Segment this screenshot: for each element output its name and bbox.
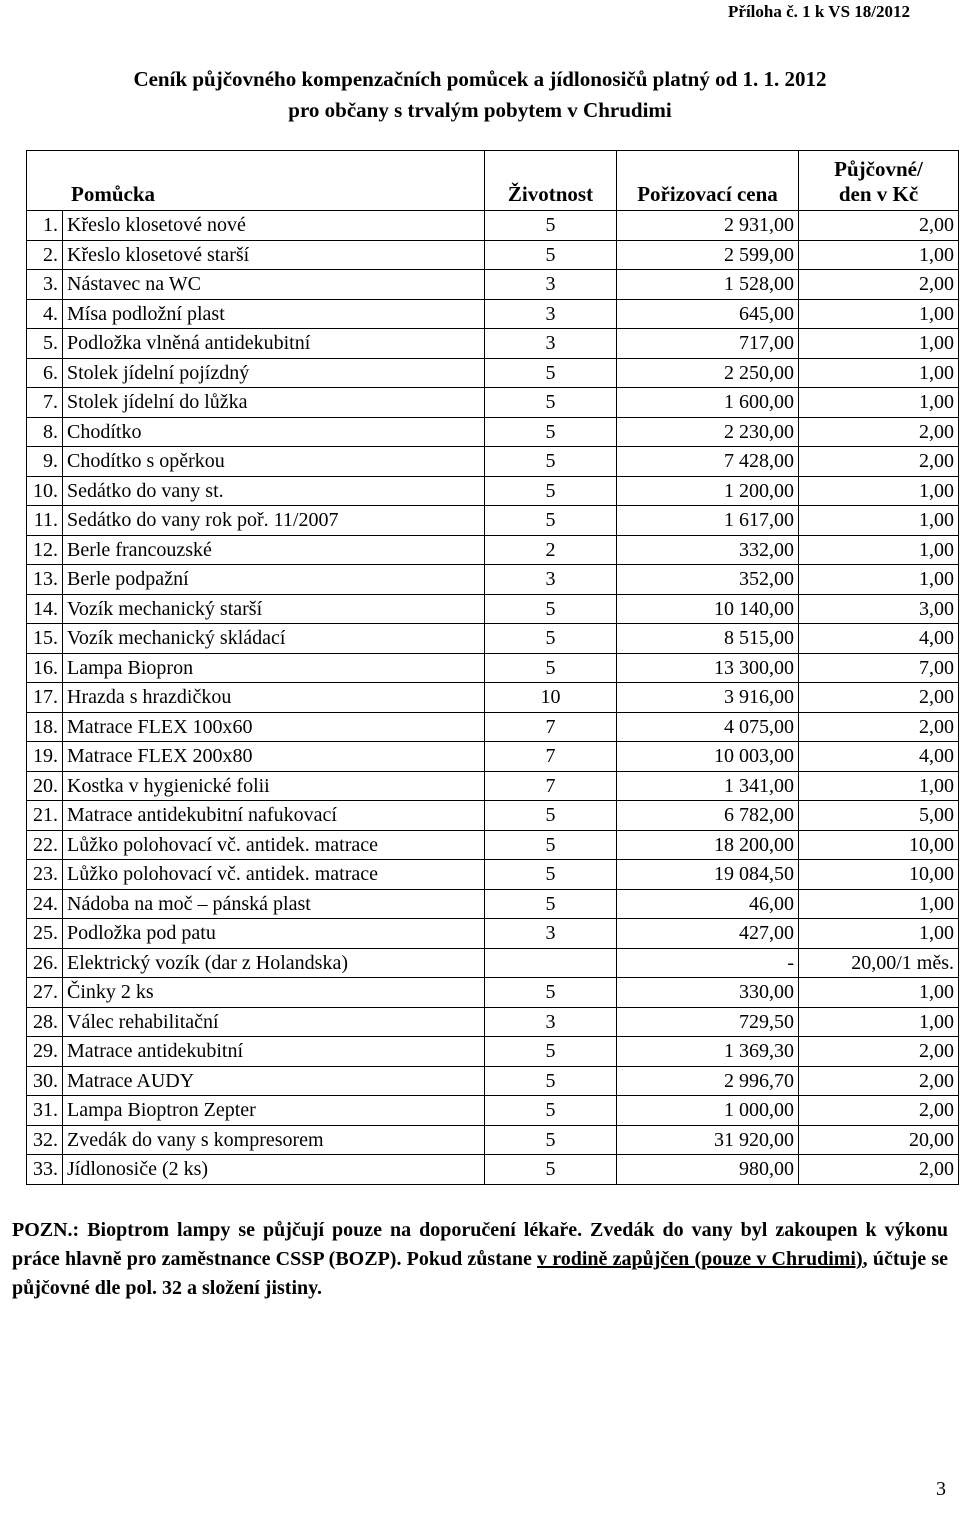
row-fee: 2,00 [799,683,959,713]
table-row [27,860,959,890]
row-fee: 1,00 [799,506,959,536]
row-item-name: Kostka v hygienické folii [63,771,485,801]
row-number: 17. [27,683,63,713]
row-item-name: Elektrický vozík (dar z Holandska) [63,948,485,978]
row-fee: 1,00 [799,978,959,1008]
row-cost: 13 300,00 [617,653,799,683]
table-row [27,1125,959,1155]
row-lifetime: 7 [485,712,617,742]
row-number: 3. [27,270,63,300]
row-cost: 1 200,00 [617,476,799,506]
row-item-name: Sedátko do vany rok poř. 11/2007 [63,506,485,536]
row-lifetime: 5 [485,1125,617,1155]
row-fee: 2,00 [799,447,959,477]
row-cost: 1 369,30 [617,1037,799,1067]
row-fee: 2,00 [799,270,959,300]
row-item-name: Nádoba na moč – pánská plast [63,889,485,919]
table-row [27,270,959,300]
table-row [27,624,959,654]
row-lifetime: 5 [485,860,617,890]
table-row [27,447,959,477]
row-lifetime: 5 [485,1096,617,1126]
row-cost: 19 084,50 [617,860,799,890]
table-row [27,476,959,506]
row-cost: 729,50 [617,1007,799,1037]
row-lifetime: 10 [485,683,617,713]
row-number: 4. [27,299,63,329]
footnote [12,1216,948,1303]
row-fee: 1,00 [799,388,959,418]
table-row [27,978,959,1008]
page-number: 3 [936,1478,946,1500]
row-item-name: Stolek jídelní pojízdný [63,358,485,388]
row-lifetime: 3 [485,919,617,949]
row-fee: 1,00 [799,1007,959,1037]
footnote-text-1: POZN.: Bioptrom lampy se půjčují pouze na doporučení lékaře. Zvedák do vany byl zakoupen k výkonu práce hlavně pro zaměstnance CSSP (BOZP). Pokud zůstane [12,1219,948,1270]
row-number: 2. [27,240,63,270]
row-cost: 10 140,00 [617,594,799,624]
row-lifetime: 5 [485,830,617,860]
table-row [27,388,959,418]
row-fee: 1,00 [799,329,959,359]
table-row [27,742,959,772]
row-cost: 2 250,00 [617,358,799,388]
row-cost: 1 000,00 [617,1096,799,1126]
row-number: 28. [27,1007,63,1037]
row-number: 33. [27,1155,63,1185]
row-fee: 1,00 [799,919,959,949]
row-fee: 3,00 [799,594,959,624]
row-fee: 2,00 [799,211,959,241]
row-item-name: Matrace FLEX 100x60 [63,712,485,742]
row-lifetime [485,948,617,978]
row-number: 26. [27,948,63,978]
row-cost: 8 515,00 [617,624,799,654]
row-number: 1. [27,211,63,241]
row-number: 29. [27,1037,63,1067]
table-row [27,299,959,329]
row-lifetime: 5 [485,624,617,654]
row-item-name: Berle podpažní [63,565,485,595]
row-cost: 980,00 [617,1155,799,1185]
row-number: 21. [27,801,63,831]
table-row [27,919,959,949]
table-row [27,712,959,742]
table-row [27,535,959,565]
row-number: 31. [27,1096,63,1126]
row-lifetime: 7 [485,742,617,772]
row-cost: 2 931,00 [617,211,799,241]
row-lifetime: 5 [485,358,617,388]
row-number: 16. [27,653,63,683]
table-row [27,1066,959,1096]
row-lifetime: 5 [485,889,617,919]
row-number: 6. [27,358,63,388]
row-lifetime: 5 [485,447,617,477]
row-number: 11. [27,506,63,536]
footnote-underlined: v rodině zapůjčen (pouze v Chrudimi) [537,1248,863,1270]
row-fee: 2,00 [799,1037,959,1067]
row-cost: 1 528,00 [617,270,799,300]
row-lifetime: 5 [485,417,617,447]
row-item-name: Matrace antidekubitní nafukovací [63,801,485,831]
row-number: 30. [27,1066,63,1096]
row-fee: 1,00 [799,358,959,388]
row-fee: 4,00 [799,624,959,654]
row-cost: 10 003,00 [617,742,799,772]
row-number: 25. [27,919,63,949]
row-fee: 1,00 [799,565,959,595]
row-fee: 2,00 [799,417,959,447]
row-fee: 1,00 [799,535,959,565]
row-number: 10. [27,476,63,506]
row-cost: 31 920,00 [617,1125,799,1155]
row-item-name: Podložka vlněná antidekubitní [63,329,485,359]
row-item-name: Hrazda s hrazdičkou [63,683,485,713]
row-item-name: Jídlonosiče (2 ks) [63,1155,485,1185]
row-fee: 10,00 [799,830,959,860]
row-item-name: Matrace FLEX 200x80 [63,742,485,772]
row-item-name: Stolek jídelní do lůžka [63,388,485,418]
row-fee: 1,00 [799,299,959,329]
row-cost: 46,00 [617,889,799,919]
row-fee: 10,00 [799,860,959,890]
row-item-name: Chodítko [63,417,485,447]
table-header-row [27,151,959,211]
header-fee [799,151,959,211]
table-row [27,417,959,447]
table-row [27,830,959,860]
row-cost: 352,00 [617,565,799,595]
row-number: 7. [27,388,63,418]
table-row [27,889,959,919]
table-row [27,1096,959,1126]
row-item-name: Křeslo klosetové nové [63,211,485,241]
row-cost: 332,00 [617,535,799,565]
row-item-name: Matrace AUDY [63,1066,485,1096]
row-lifetime: 5 [485,506,617,536]
row-number: 13. [27,565,63,595]
row-lifetime: 5 [485,476,617,506]
row-fee: 1,00 [799,771,959,801]
table-row [27,211,959,241]
row-lifetime: 5 [485,1066,617,1096]
row-lifetime: 7 [485,771,617,801]
header-cost: Pořizovací cena [617,151,799,211]
row-number: 8. [27,417,63,447]
row-cost: 717,00 [617,329,799,359]
row-number: 27. [27,978,63,1008]
row-number: 19. [27,742,63,772]
row-fee: 2,00 [799,712,959,742]
price-table [26,150,959,1185]
row-lifetime: 5 [485,240,617,270]
row-number: 9. [27,447,63,477]
row-number: 20. [27,771,63,801]
row-lifetime: 2 [485,535,617,565]
header-fee-line-2: den v Kč [838,182,919,206]
page-title [0,64,960,126]
row-cost: 3 916,00 [617,683,799,713]
table-row [27,1007,959,1037]
row-cost: 2 230,00 [617,417,799,447]
row-item-name: Mísa podložní plast [63,299,485,329]
row-item-name: Lůžko polohovací vč. antidek. matrace [63,830,485,860]
row-fee: 1,00 [799,240,959,270]
table-row [27,594,959,624]
row-item-name: Nástavec na WC [63,270,485,300]
row-item-name: Vozík mechanický starší [63,594,485,624]
row-fee: 1,00 [799,889,959,919]
row-cost: 645,00 [617,299,799,329]
row-fee: 2,00 [799,1096,959,1126]
table-row [27,948,959,978]
table-row [27,653,959,683]
row-number: 18. [27,712,63,742]
row-item-name: Lůžko polohovací vč. antidek. matrace [63,860,485,890]
row-fee: 2,00 [799,1066,959,1096]
table-row [27,801,959,831]
row-cost: 4 075,00 [617,712,799,742]
table-row [27,240,959,270]
row-item-name: Činky 2 ks [63,978,485,1008]
table-row [27,506,959,536]
row-item-name: Podložka pod patu [63,919,485,949]
row-item-name: Lampa Biopron [63,653,485,683]
row-lifetime: 3 [485,270,617,300]
row-number: 5. [27,329,63,359]
row-item-name: Chodítko s opěrkou [63,447,485,477]
table-row [27,1155,959,1185]
header-lifetime: Životnost [485,151,617,211]
row-cost: 18 200,00 [617,830,799,860]
row-number: 32. [27,1125,63,1155]
row-item-name: Válec rehabilitační [63,1007,485,1037]
row-cost: 330,00 [617,978,799,1008]
row-item-name: Zvedák do vany s kompresorem [63,1125,485,1155]
row-lifetime: 5 [485,594,617,624]
title-line-2: pro občany s trvalým pobytem v Chrudimi [288,98,672,122]
row-lifetime: 5 [485,1155,617,1185]
row-number: 12. [27,535,63,565]
row-cost: 6 782,00 [617,801,799,831]
header-item: Pomůcka [27,151,485,211]
header-fee-line-1: Půjčovné/ [834,157,923,181]
row-cost: 427,00 [617,919,799,949]
row-fee: 2,00 [799,1155,959,1185]
annex-label: Příloha č. 1 k VS 18/2012 [728,2,910,21]
row-item-name: Matrace antidekubitní [63,1037,485,1067]
row-item-name: Sedátko do vany st. [63,476,485,506]
title-line-1: Ceník půjčovného kompenzačních pomůcek a jídlonosičů platný od 1. 1. 2012 [133,67,827,91]
row-cost: - [617,948,799,978]
table-row [27,329,959,359]
row-fee: 7,00 [799,653,959,683]
row-lifetime: 5 [485,388,617,418]
row-number: 15. [27,624,63,654]
row-lifetime: 3 [485,565,617,595]
footnote-text-2: , účtuje se půjčovné dle pol. 32 a složení jistiny. [12,1248,948,1299]
row-cost: 2 599,00 [617,240,799,270]
row-lifetime: 3 [485,299,617,329]
row-lifetime: 3 [485,1007,617,1037]
row-cost: 7 428,00 [617,447,799,477]
row-fee: 20,00/1 měs. [799,948,959,978]
row-fee: 1,00 [799,476,959,506]
row-number: 24. [27,889,63,919]
row-cost: 2 996,70 [617,1066,799,1096]
table-row [27,683,959,713]
row-number: 14. [27,594,63,624]
row-lifetime: 5 [485,211,617,241]
row-item-name: Berle francouzské [63,535,485,565]
row-fee: 20,00 [799,1125,959,1155]
row-lifetime: 5 [485,653,617,683]
row-lifetime: 5 [485,978,617,1008]
row-cost: 1 600,00 [617,388,799,418]
row-cost: 1 341,00 [617,771,799,801]
row-number: 22. [27,830,63,860]
row-fee: 4,00 [799,742,959,772]
row-item-name: Vozík mechanický skládací [63,624,485,654]
table-row [27,565,959,595]
table-row [27,771,959,801]
row-lifetime: 5 [485,1037,617,1067]
table-row [27,1037,959,1067]
row-lifetime: 3 [485,329,617,359]
row-lifetime: 5 [485,801,617,831]
table-row [27,358,959,388]
row-item-name: Lampa Bioptron Zepter [63,1096,485,1126]
row-cost: 1 617,00 [617,506,799,536]
row-number: 23. [27,860,63,890]
row-item-name: Křeslo klosetové starší [63,240,485,270]
row-fee: 5,00 [799,801,959,831]
